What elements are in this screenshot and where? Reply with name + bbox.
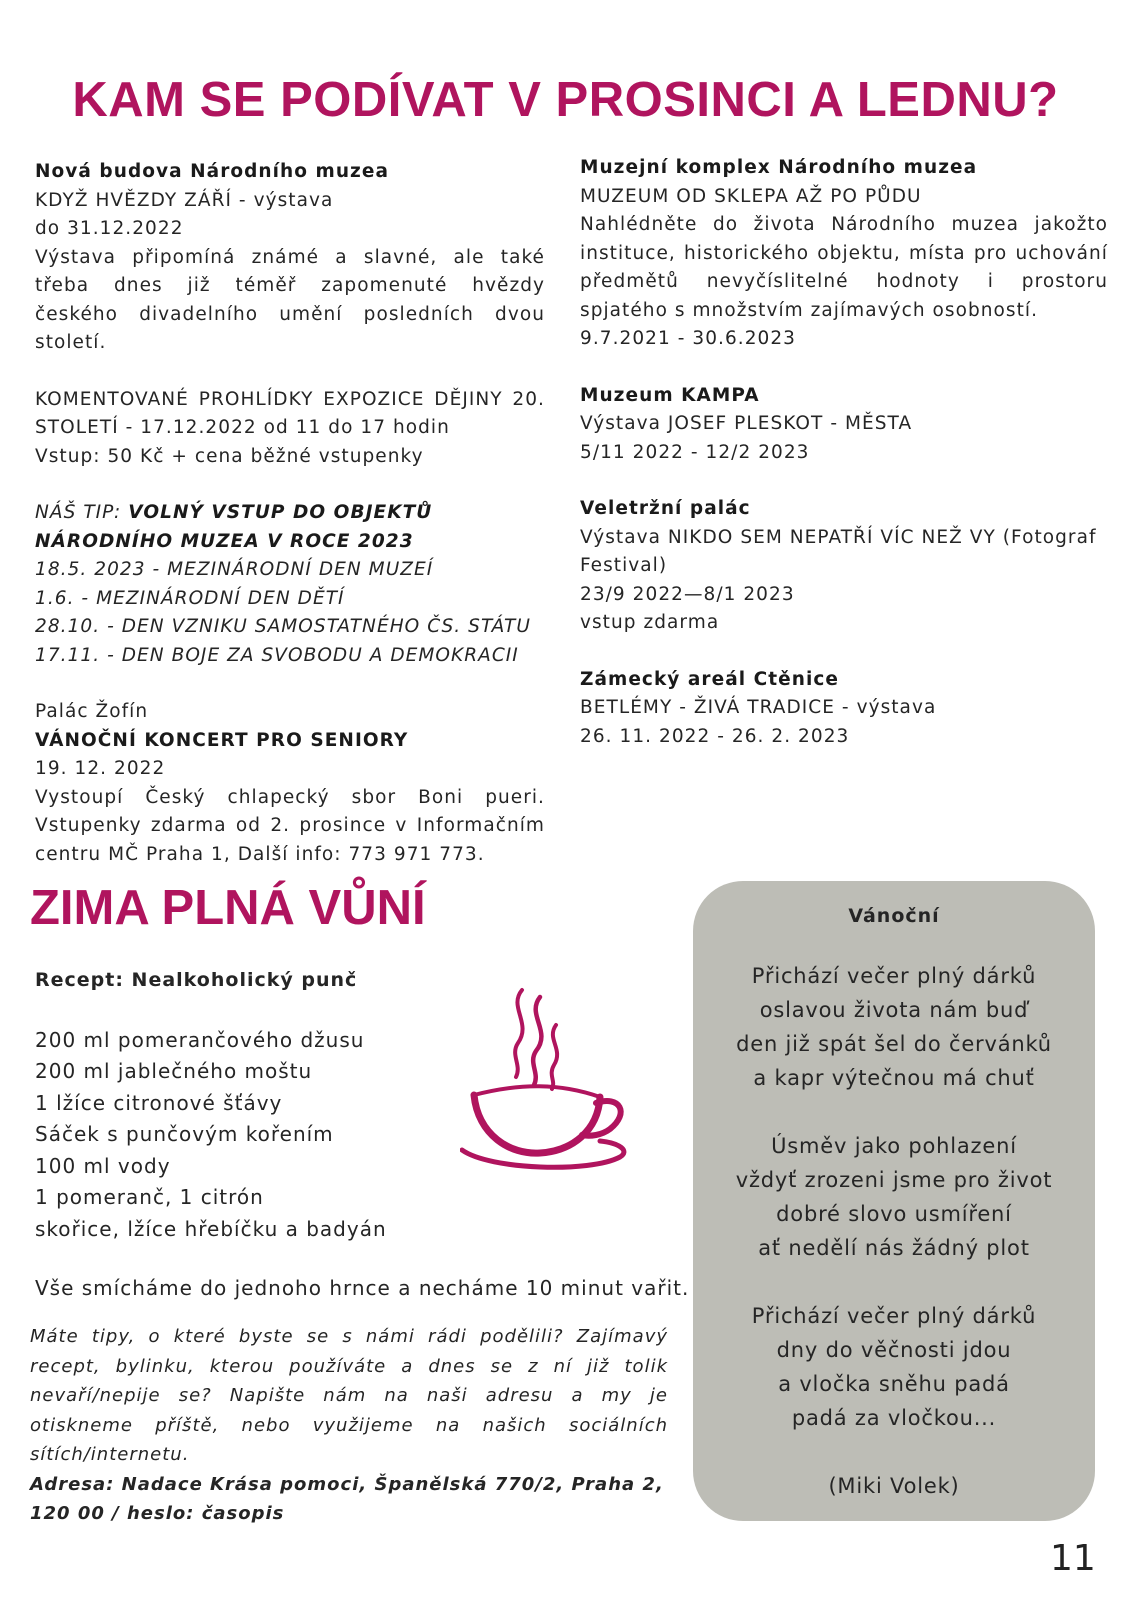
poem-line: den již spát šel do červánků [736, 1032, 1052, 1056]
event-venue: Muzejní komplex Národního muzea [580, 157, 978, 178]
page-title: KAM SE PODÍVAT V PROSINCI A LEDNU? [72, 73, 1059, 127]
event-title: VÁNOČNÍ KONCERT PRO SENIORY [35, 729, 409, 751]
event-venue: Nová budova Národního muzea [35, 161, 389, 182]
event-title: Výstava NIKDO SEM NEPATŘÍ VÍC NEŽ VY (Fotograf Festival) [580, 526, 1097, 576]
events-right-column [580, 154, 1108, 751]
note-text: Máte tipy, o které byste se s námi rádi podělili? Zajímavý recept, bylinku, kterou používáte a dnes se z ní již tolik nevaří/nepije se? Napište nám na naši adresu a my je otiskneme příště, nebo využijeme na našich sociálních sítích/internetu. [30, 1326, 668, 1465]
event-title: KDYŽ HVĚZDY ZÁŘÍ - výstava [35, 189, 334, 211]
poem-line: a vločka sněhu padá [778, 1372, 1010, 1396]
event-title: MUZEUM OD SKLEPA AŽ PO PŮDU [580, 185, 922, 207]
ingredient: 1 pomeranč, 1 citrón [35, 1185, 264, 1209]
poem-line: Přichází večer plný dárků [751, 1304, 1037, 1328]
poem-line: Úsměv jako pohlazení [771, 1134, 1017, 1158]
recipe-instructions: Vše smícháme do jednoho hrnce a necháme 10 minut vařit. [35, 1276, 690, 1300]
poem-author: (Miki Volek) [828, 1474, 960, 1498]
event-date: 9.7.2021 - 30.6.2023 [580, 328, 796, 349]
event-price: Vstup: 50 Kč + cena běžné vstupenky [35, 445, 424, 467]
event-description: Výstava připomíná známé a slavné, ale také třeba dnes již téměř zapomenuté hvězdy českého divadelního umění posledních dvou století. [35, 246, 545, 353]
event-date: do 31.12.2022 [35, 218, 184, 239]
poem-line: padá za vločkou... [791, 1406, 997, 1430]
poem-title: Vánoční [848, 905, 940, 927]
event-description: Vystoupí Český chlapecký sbor Boni pueri. Vstupenky zdarma od 2. prosince v Informačním centru MČ Praha 1, Další info: 773 971 773. [35, 786, 545, 865]
ingredient: 200 ml pomerančového džusu [35, 1027, 365, 1052]
event-date: 23/9 2022—8/1 2023 [580, 583, 795, 605]
event-venue: Veletržní palác [580, 498, 751, 519]
ingredient: 1 lžíce citronové šťávy [35, 1090, 283, 1115]
ingredient: 100 ml vody [35, 1153, 171, 1178]
event-entry: vstup zdarma [580, 612, 720, 633]
poem-line: vždyť zrozeni jsme pro život [735, 1168, 1053, 1192]
event-date: 19. 12. 2022 [35, 758, 166, 779]
poem-line: a kapr výtečnou má chuť [753, 1066, 1035, 1090]
poem-box [693, 881, 1095, 1521]
tip-label: NÁŠ TIP: [35, 502, 129, 523]
tip-date: 1.6. - MEZINÁRODNÍ DEN DĚTÍ [35, 587, 345, 609]
events-left-column [35, 158, 545, 869]
event-date: 26. 11. 2022 - 26. 2. 2023 [580, 725, 850, 747]
recipe-title: Recept: Nealkoholický punč [35, 969, 358, 991]
event-venue: Zámecký areál Ctěnice [580, 668, 839, 690]
event-title: Výstava JOSEF PLESKOT - MĚSTA [580, 413, 913, 434]
event-description: Nahlédněte do života Národního muzea jakožto instituce, historického objektu, místa pro uchování předmětů nevyčíslitelné hodnoty i prostoru spjatého s množstvím zajímavých osobností. [580, 214, 1108, 321]
tip-date: 18.5. 2023 - MEZINÁRODNÍ DEN MUZEÍ [35, 559, 434, 580]
ingredient: Sáček s punčovým kořením [35, 1122, 334, 1146]
tip-title: VOLNÝ VSTUP DO OBJEKTŮ NÁRODNÍHO MUZEA V ROCE 2023 [35, 502, 433, 552]
event-date: 5/11 2022 - 12/2 2023 [580, 441, 810, 463]
note-address: Adresa: Nadace Krása pomoci, Španělská 770/2, Praha 2, 120 00 / heslo: časopis [30, 1473, 664, 1524]
ingredient: skořice, lžíce hřebíčku a badyán [35, 1216, 387, 1241]
event-title: BETLÉMY - ŽIVÁ TRADICE - výstava [580, 697, 937, 718]
tip-heading [35, 499, 545, 556]
event-title: KOMENTOVANÉ PROHLÍDKY EXPOZICE DĚJINY 20. STOLETÍ - 17.12.2022 od 11 do 17 hodin [35, 388, 545, 438]
poem-line: Přichází večer plný dárků [751, 964, 1037, 988]
steaming-cup-icon [460, 985, 635, 1175]
section-title: ZIMA PLNÁ VŮNÍ [30, 881, 426, 935]
event-venue: Muzeum KAMPA [580, 384, 760, 406]
poem-line: dobré slovo usmíření [776, 1202, 1012, 1226]
event-venue: Palác Žofín [35, 701, 149, 722]
ingredient: 200 ml jablečného moštu [35, 1059, 313, 1083]
poem-line: ať nedělí nás žádný plot [758, 1236, 1030, 1260]
reader-note [30, 1322, 668, 1529]
tip-date: 17.11. - DEN BOJE ZA SVOBODU A DEMOKRACII [35, 644, 519, 666]
poem-line: oslavou života nám buď [759, 998, 1029, 1022]
tip-date: 28.10. - DEN VZNIKU SAMOSTATNÉHO ČS. STÁTU [35, 616, 531, 637]
poem-line: dny do věčnosti jdou [776, 1338, 1012, 1362]
page-number: 11 [1050, 1538, 1096, 1579]
